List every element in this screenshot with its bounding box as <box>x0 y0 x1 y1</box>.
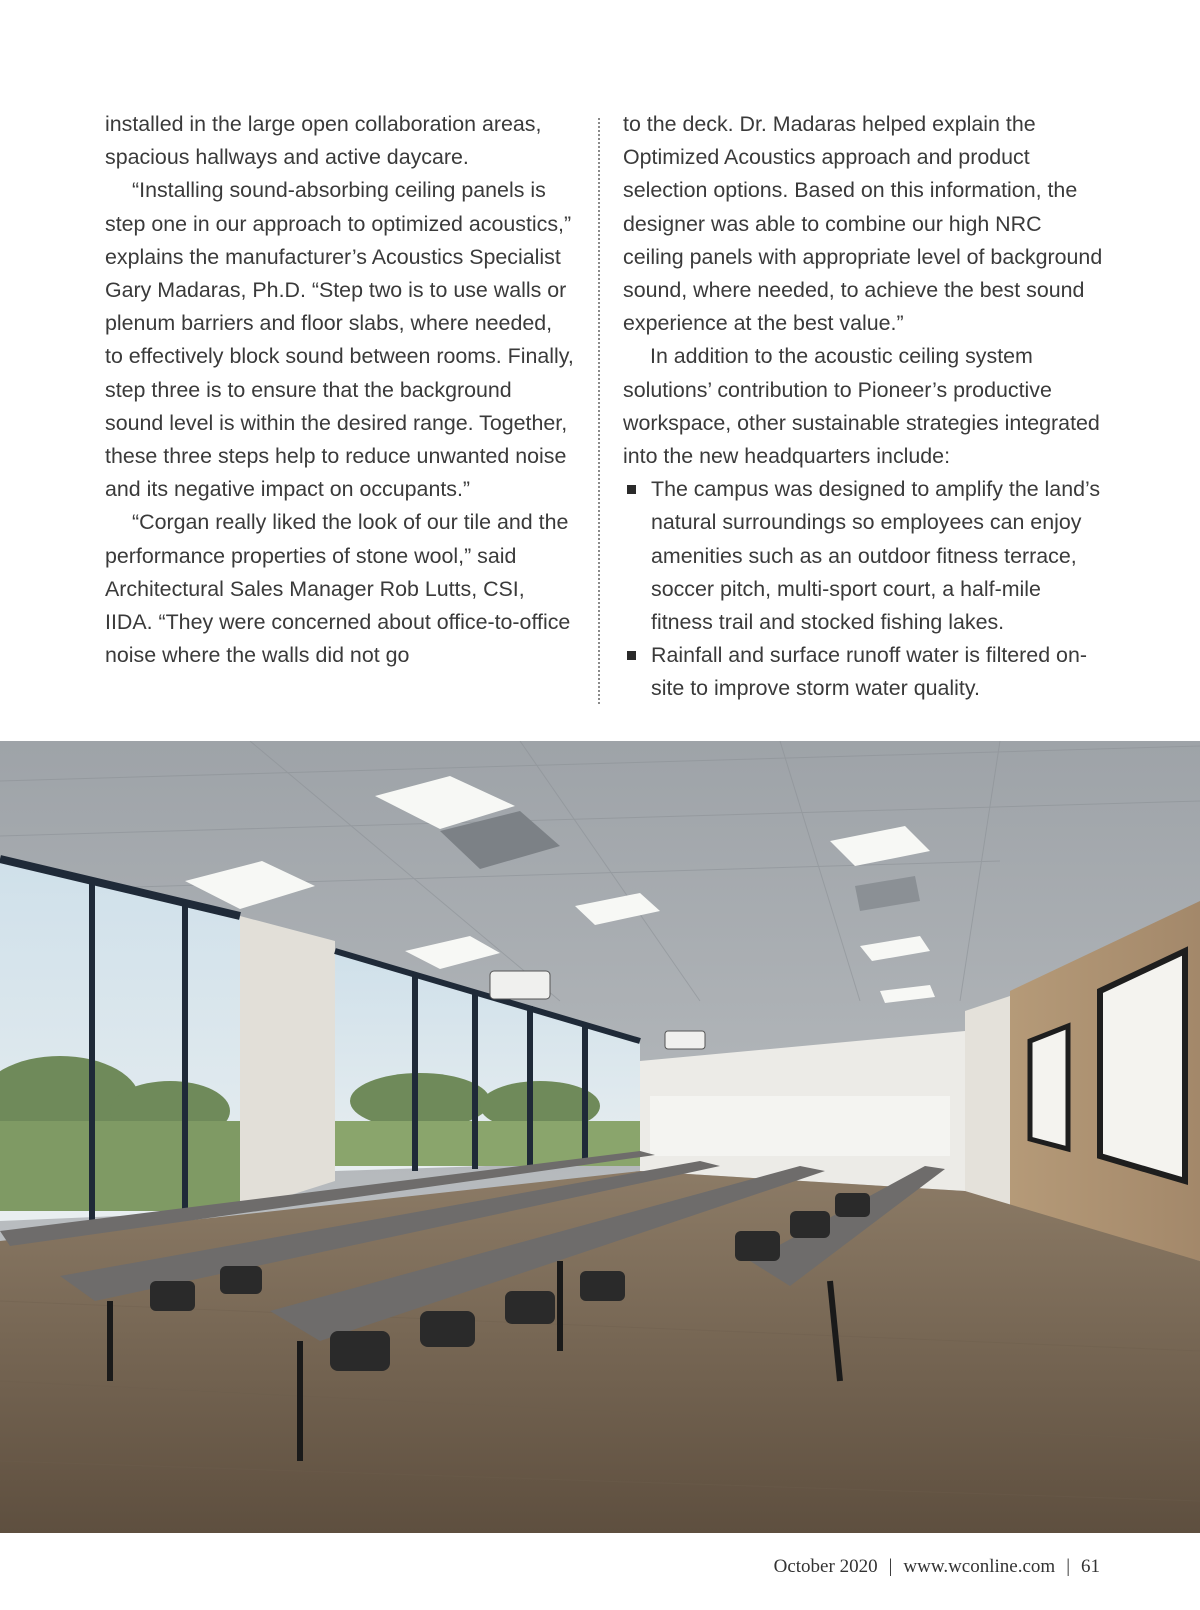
paragraph: to the deck. Dr. Madaras helped explain the Optimized Acoustics approach and product selection options. Based on this information, the designer was able to combine our high NRC ceiling panels with appropriate level of background sound, where needed, to achieve the best sound experience at the best value.” <box>623 112 1103 336</box>
separator: | <box>888 1556 893 1577</box>
conference-room-photo <box>0 741 1200 1533</box>
bullet-text: Rainfall and surface runoff water is filtered on-site to improve storm water quality. <box>651 643 1087 701</box>
bullet-item <box>623 639 1105 705</box>
separator: | <box>1066 1556 1070 1577</box>
page-number: 61 <box>1081 1556 1100 1577</box>
bullet-item <box>623 473 1105 639</box>
issue-date: October 2020 <box>773 1556 878 1577</box>
square-bullet-icon <box>627 651 636 660</box>
paragraph: In addition to the acoustic ceiling system solutions’ contribution to Pioneer’s productive workspace, other sustainable strategies integrated into the new headquarters include: <box>623 344 1100 469</box>
bullet-text: The campus was designed to amplify the land’s natural surroundings so employees can enjoy amenities such as an outdoor fitness terrace, soccer pitch, multi-sport court, a half-mile fitness trail and stocked fishing lakes. <box>651 477 1101 635</box>
website-link[interactable]: www.wconline.com <box>903 1556 1056 1577</box>
column-divider <box>598 118 600 704</box>
paragraph: installed in the large open collaboration areas, spacious hallways and active daycare. <box>105 112 542 170</box>
bullet-list <box>623 473 1105 705</box>
page-footer <box>774 1556 1100 1578</box>
right-text-column <box>623 108 1105 706</box>
paragraph: “Installing sound-absorbing ceiling panels is step one in our approach to optimized acoustics,” explains the manufacturer’s Acoustics Specialist Gary Madaras, Ph.D. “Step two is to use walls or plenum barriers and floor slabs, where needed, to effectively block sound between rooms. Finally, step three is to ensure that the background sound level is within the desired range. Together, these three steps help to reduce unwanted noise and its negative impact on occupants.” <box>105 178 574 502</box>
paragraph: “Corgan really liked the look of our tile and the performance properties of stone wool,” said Architectural Sales Manager Rob Lutts, CSI, IIDA. “They were concerned about office-to-office noise where the walls did not go <box>105 510 571 668</box>
left-text-column <box>105 108 575 672</box>
square-bullet-icon <box>627 485 636 494</box>
